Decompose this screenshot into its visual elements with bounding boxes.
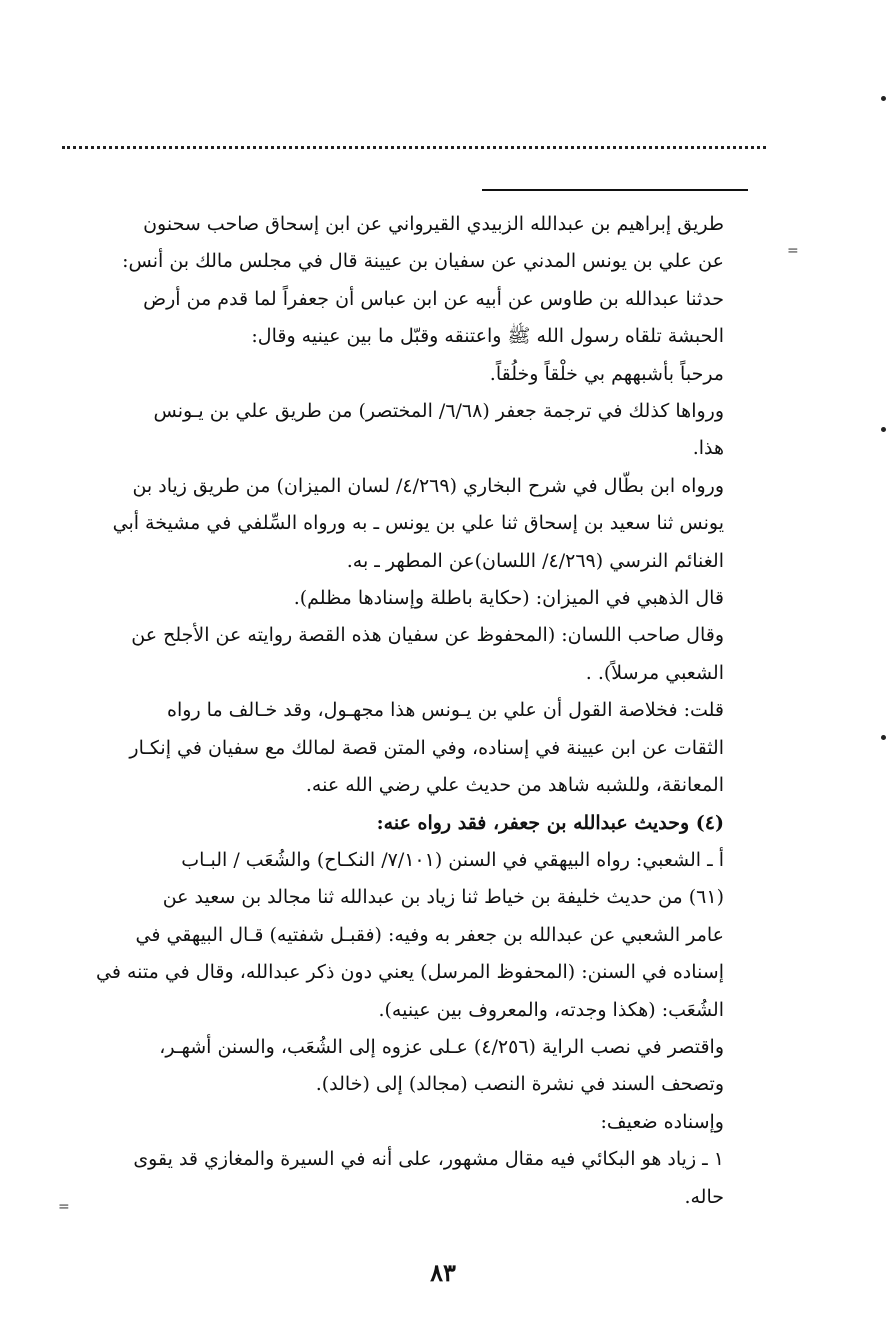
text-line: طريق إبراهيم بن عبدالله الزبيدي القيرواني عن ابن إسحاق صاحب سحنون xyxy=(143,213,724,235)
text-line: قلت: فخلاصة القول أن علي بن يـونس هذا مجهـول، وقد خـالف ما رواه xyxy=(167,699,724,722)
text-line: وإسناده ضعيف: xyxy=(600,1110,724,1133)
text-line: واقتصر في نصب الراية (٤/٢٥٦) عـلى عزوه إلى الشُعَب، والسنن أشهـر، xyxy=(159,1035,724,1058)
text-line: يونس ثنا سعيد بن إسحاق ثنا علي بن يونس ـ به ورواه السِّلفي في مشيخة أبي xyxy=(112,512,724,535)
text-line: المعانقة، وللشبه شاهد من حديث علي رضي الله عنه. xyxy=(305,774,724,797)
margin-mark-left: = xyxy=(58,1199,70,1215)
text-line: عامر الشعبي عن عبدالله بن جعفر به وفيه: (فقبـل شفتيه) قـال البيهقي في xyxy=(135,923,724,946)
text-line: وتصحف السند في نشرة النصب (مجالد) إلى (خالد). xyxy=(315,1073,724,1096)
main-text xyxy=(74,206,724,1216)
section-heading: (٤) وحديث عبدالله بن جعفر، فقد رواه عنه: xyxy=(376,811,724,834)
text-line: أ ـ الشعبي: رواه البيهقي في السنن (٧/١٠١/ النكـاح) والشُعَب / البـاب xyxy=(181,848,724,871)
text-line: ١ ـ زياد هو البكائي فيه مقال مشهور، على أنه في السيرة والمغازي قد يقوى xyxy=(133,1148,724,1171)
text-line: الحبشة تلقاه رسول الله ﷺ واعتنقه وقبّل ما بين عينيه وقال: xyxy=(251,325,724,348)
text-line: عن علي بن يونس المدني عن سفيان بن عيينة قال في مجلس مالك بن أنس: xyxy=(122,250,724,273)
text-line: وقال صاحب اللسان: (المحفوظ عن سفيان هذه القصة روايته عن الأجلح عن xyxy=(131,624,724,647)
text-line: إسناده في السنن: (المحفوظ المرسل) يعني دون ذكر عبدالله، وقال في متنه في xyxy=(96,961,724,984)
text-line: مرحباً بأشبههم بي خلْقاً وخلُقاً. xyxy=(489,362,724,385)
text-line: حدثنا عبدالله بن طاوس عن أبيه عن ابن عباس أن جعفراً لما قدم من أرض xyxy=(143,287,724,310)
header-dotted-rule xyxy=(62,146,766,149)
text-line: ورواه ابن بطّال في شرح البخاري (٤/٢٦٩/ لسان الميزان) من طريق زياد بن xyxy=(132,474,724,497)
edge-mark-top xyxy=(881,96,886,101)
text-line: (٦١) من حديث خليفة بن خياط ثنا زياد بن عبدالله ثنا مجالد بن سعيد عن xyxy=(162,886,724,909)
text-line: الشُعَب: (هكذا وجدته، والمعروف بين عينيه). xyxy=(378,998,724,1021)
text-line: الغنائم النرسي (٤/٢٦٩/ اللسان)عن المطهر ـ به. xyxy=(346,549,724,572)
text-line: ورواها كذلك في ترجمة جعفر (٦/٦٨/ المختصر) من طريق علي بن يـونس xyxy=(153,400,724,423)
text-line: الشعبي مرسلاً). . xyxy=(585,661,724,684)
edge-mark-middle xyxy=(881,427,886,432)
text-line: قال الذهبي في الميزان: (حكاية باطلة وإسنادها مظلم). xyxy=(293,587,724,610)
margin-mark-right: = xyxy=(787,243,799,259)
text-line: الثقات عن ابن عيينة في إسناده، وفي المتن قصة لمالك مع سفيان في إنكـار xyxy=(129,736,724,759)
text-line: هذا. xyxy=(692,437,724,460)
edge-mark-lower xyxy=(881,735,886,740)
page-number: ٨٣ xyxy=(430,1258,456,1287)
text-line: حاله. xyxy=(684,1185,724,1208)
footnote-separator-rule xyxy=(482,189,748,191)
